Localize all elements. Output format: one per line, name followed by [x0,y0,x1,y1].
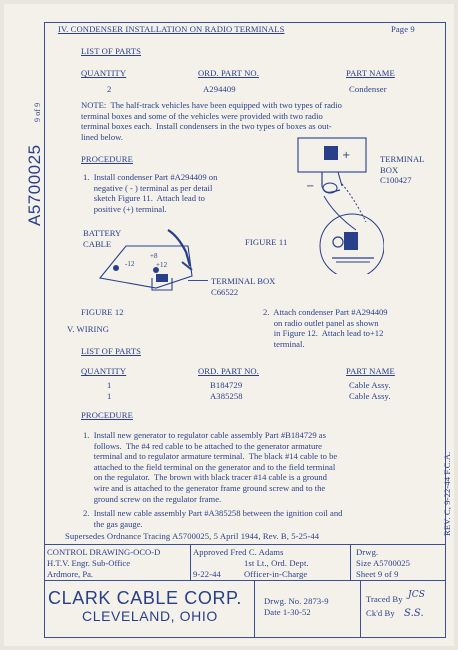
officer-title: Officer-in-Charge [244,569,308,579]
figure-12-radio-outlet-sketch [96,226,208,306]
terminal-plus-8: +8 [150,252,158,260]
battery-cable-label: BATTERY CABLE [83,228,122,249]
wiring-col-part-no: ORD. PART NO. [198,366,259,376]
wiring-step-2: 2. Install new cable assembly Part #A385258 between the ignition coil and the gas gauge. [83,508,343,529]
approver-title: 1st Lt., Ord. Dept. [244,558,309,568]
drwg-label: Drwg. [356,547,379,557]
company-name: CLARK CABLE CORP. [48,588,242,608]
supersedes-note: Supersedes Ordnance Tracing A5700025, 5 April 1944, Rev. B, 5-25-44 [65,531,320,541]
title-block-divider-2 [350,544,351,580]
svg-text:−: − [306,181,315,192]
terminal-plus-12: +12 [156,261,168,269]
step-1-condenser: 1. Install condenser Part #A294409 on negative ( - ) terminal as per detail sketch Figure 11. Attach lead to positive (+) terminal. [83,172,218,214]
title-block-divider-4 [360,580,361,638]
section-v-heading: V. WIRING [67,324,110,334]
wiring-row-2-part: A385258 [210,391,243,401]
terminal-minus-12: -12 [125,260,135,268]
document-sheet [4,4,454,646]
traced-by-label: Traced By [366,594,403,604]
company-city: CLEVELAND, OHIO [82,608,218,624]
step-2-condenser: 2. Attach condenser Part #A294409 on radio outlet panel as shown in Figure 12. Attach lead to+12 terminal. [263,307,388,349]
wiring-row-1-qty: 1 [107,380,112,390]
drawing-size: Size A5700025 [356,558,411,568]
wiring-col-quantity: QUANTITY [81,366,127,376]
figure-11-terminal-box-sketch [294,134,384,274]
col-quantity: QUANTITY [81,68,127,78]
traced-by-signature: JCS [408,590,425,600]
wiring-row-2-name: Cable Assy. [349,391,391,401]
title-block-top-rule [44,544,446,545]
wiring-step-1: 1. Install new generator to regulator cable assembly Part #B184729 as follows. The #4 red cable to be attached to the generator armature terminal and to regulator armature terminal. The black #14 cable to be attached to the field terminal on the generator and to the field terminal on the regulator. The brown with black tracer #14 cable is a ground wire and is attached to the generator frame ground screw and to the ground screw on the regulator frame. [83,430,338,504]
row-quantity: 2 [107,84,112,94]
row-part-name: Condenser [349,84,387,94]
control-drawing-info: CONTROL DRAWING-OCO-D H.T.V. Engr. Sub-Office Ardmore, Pa. [47,547,161,579]
approval-date: 9-22-44 [193,569,221,579]
note-paragraph: NOTE: The half-track vehicles have been equipped with two types of radio terminal boxes and some of the vehicles were provided with two radio terminal boxes each. Install condensers in the two types of boxes as out- lined below. [81,100,342,142]
procedure-title: PROCEDURE [81,154,133,164]
wiring-col-part-name: PART NAME [346,366,395,376]
wiring-row-1-name: Cable Assy. [349,380,391,390]
section-iv-heading: IV. CONDENSER INSTALLATION ON RADIO TERMINALS [58,24,285,34]
terminal-box-leader [188,280,208,281]
page-number: Page 9 [391,24,415,34]
title-block-mid-rule [44,580,446,581]
terminal-box-c66522-label: TERMINAL BOX C66522 [211,276,276,297]
col-part-name: PART NAME [346,68,395,78]
wiring-row-2-qty: 1 [107,391,112,401]
terminal-box-c100427-label: TERMINAL BOX C100427 [380,154,425,186]
row-part-no: A294409 [203,84,236,94]
wiring-list-of-parts-title: LIST OF PARTS [81,346,142,356]
list-of-parts-title: LIST OF PARTS [81,46,142,56]
svg-text:+: + [342,150,351,161]
revision-note: REV. C, 9-22-44 F.C.A. [442,451,452,536]
checked-by-signature: S.S. [404,608,424,619]
drawing-number: Drwg. No. 2873-9 [264,596,329,606]
drawing-number-vertical: A5700025 [25,144,44,226]
checked-by-label: Ck'd By [366,608,395,618]
wiring-row-1-part: B184729 [210,380,243,390]
title-block-divider-3 [254,580,255,638]
wiring-procedure-title: PROCEDURE [81,410,133,420]
drawing-date: Date 1-30-52 [264,607,311,617]
page-reference: 9 of 9 [33,102,42,122]
approved-by: Approved Fred C. Adams [193,547,284,557]
figure-11-caption: FIGURE 11 [245,237,288,247]
figure-12-caption: FIGURE 12 [81,307,124,317]
sheet-number: Sheet 9 of 9 [356,569,399,579]
col-part-no: ORD. PART NO. [198,68,259,78]
title-block-divider-1 [190,544,191,580]
